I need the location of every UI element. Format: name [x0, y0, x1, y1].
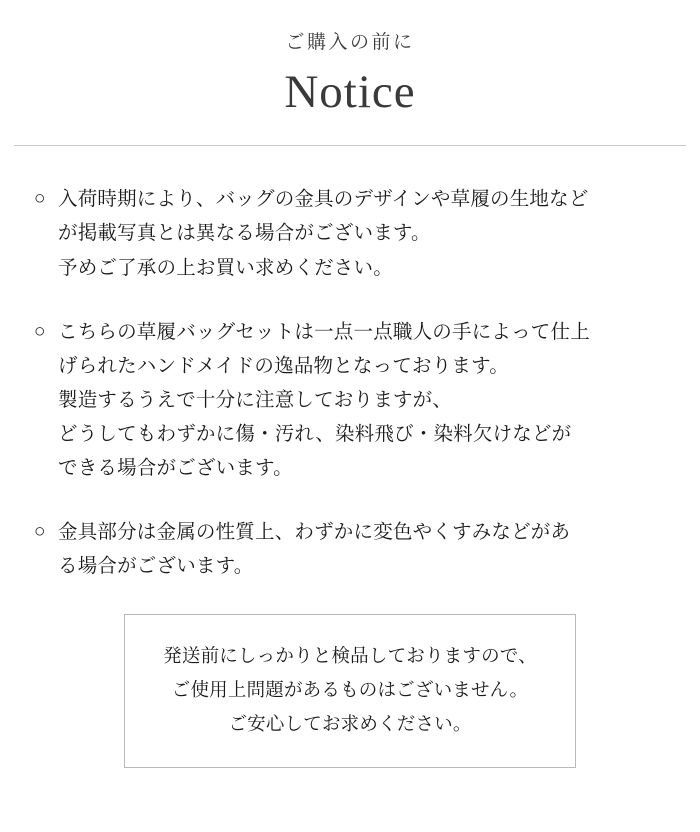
- list-item: [34, 515, 666, 583]
- page-title: Notice: [284, 65, 416, 118]
- callout-line: ご安心してお求めください。: [228, 713, 472, 735]
- page-header: [0, 0, 700, 146]
- list-item: [34, 182, 666, 284]
- callout-line: ご使用上問題があるものはございません。: [171, 678, 529, 700]
- bullet-circle-icon: ○: [34, 320, 46, 342]
- bullet-circle-icon: ○: [34, 188, 46, 210]
- note-line: できる場合がございます。: [58, 457, 293, 480]
- notice-list: [0, 146, 700, 583]
- note-line: どうしてもわずかに傷・汚れ、染料飛び・染料欠けなどが: [58, 423, 572, 446]
- assurance-callout: [124, 614, 576, 769]
- callout-wrapper: [0, 614, 700, 769]
- bullet-circle-icon: ○: [34, 521, 46, 543]
- list-item: [34, 315, 666, 486]
- note-text: [58, 182, 666, 284]
- note-line: る場合がございます。: [58, 555, 254, 578]
- note-text: [58, 515, 666, 583]
- note-line: が掲載写真とは異なる場合がございます。: [58, 222, 431, 245]
- note-line: 予めご了承の上お買い求めください。: [58, 256, 393, 279]
- note-line: 金具部分は金属の性質上、わずかに変色やくすみなどがあ: [58, 521, 571, 544]
- note-line: こちらの草履バッグセットは一点一点職人の手によって仕上: [58, 320, 590, 343]
- callout-line: 発送前にしっかりと検品しておりますので、: [163, 644, 537, 666]
- note-line: 入荷時期により、バッグの金具のデザインや草履の生地など: [58, 188, 589, 211]
- note-line: 製造するうえで十分に注意しておりますが、: [58, 388, 453, 411]
- note-text: [58, 315, 666, 486]
- header-subtitle-jp: ご購入の前に: [285, 32, 415, 53]
- note-line: げられたハンドメイドの逸品物となっております。: [58, 354, 509, 377]
